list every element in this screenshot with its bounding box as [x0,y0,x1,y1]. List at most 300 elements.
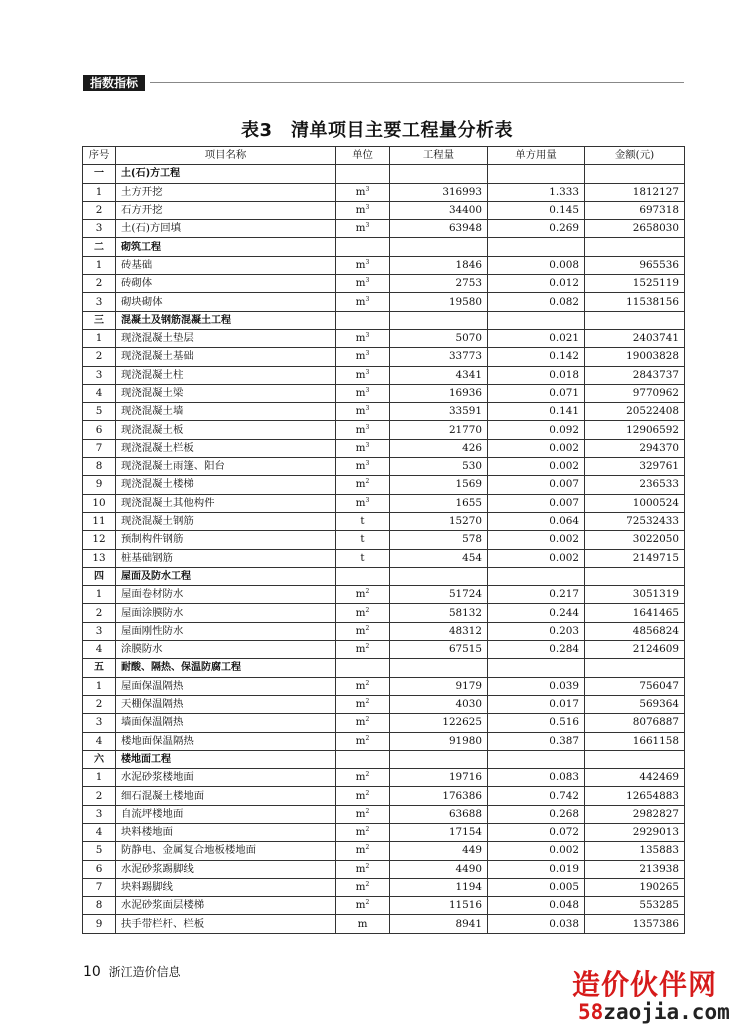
cell-quantity: 48312 [390,622,488,640]
cell-per-unit [488,238,585,256]
cell-per-unit: 0.092 [488,421,585,439]
cell-quantity: 454 [390,549,488,567]
cell-amount: 213938 [585,860,685,878]
table-row [83,531,685,549]
cell-amount [585,567,685,585]
cell-name: 天棚保温隔热 [116,695,336,713]
cell-no: 3 [83,366,116,384]
cell-no: 12 [83,531,116,549]
table-row [83,439,685,457]
cell-quantity: 33591 [390,403,488,421]
unit-base: m [355,478,366,491]
unit-base: m [355,387,366,399]
cell-per-unit [488,567,585,585]
table-row [83,897,685,915]
cell-quantity: 67515 [390,641,488,659]
unit-base: m [355,606,366,619]
unit-base: m [355,899,366,912]
cell-per-unit [488,165,585,183]
cell-unit [336,220,390,238]
cell-amount: 2124609 [585,641,685,659]
table-row [83,275,685,293]
cell-amount: 1812127 [585,183,685,201]
cell-unit [336,567,390,585]
cell-no: 五 [83,659,116,677]
cell-per-unit: 0.064 [488,512,585,530]
cell-name: 屋面刚性防水 [116,622,336,640]
cell-per-unit: 0.002 [488,458,585,476]
table-row [83,787,685,805]
cell-amount [585,238,685,256]
cell-amount: 2149715 [585,549,685,567]
cell-amount: 697318 [585,201,685,219]
cell-name: 墙面保温隔热 [116,714,336,732]
cell-name: 土(石)方回填 [116,220,336,238]
cell-unit [336,384,390,402]
cell-quantity: 16936 [390,384,488,402]
unit-base: m [355,332,366,345]
unit-base: m [355,204,366,217]
cell-amount: 965536 [585,256,685,274]
cell-quantity [390,750,488,768]
cell-no: 1 [83,183,116,201]
cell-amount: 294370 [585,439,685,457]
table-row [83,512,685,530]
watermark-logo-text: 造价伙伴网 [572,968,718,1001]
cell-quantity: 15270 [390,512,488,530]
cell-per-unit: 0.516 [488,714,585,732]
unit-base: m [355,862,366,875]
cell-amount: 236533 [585,476,685,494]
cell-no: 三 [83,311,116,329]
unit-base: m [355,698,366,711]
cell-amount: 8076887 [585,714,685,732]
cell-name: 现浇混凝土楼梯 [116,476,336,494]
unit-base: m [355,716,366,729]
cell-no: 8 [83,458,116,476]
cell-name: 现浇混凝土雨篷、阳台 [116,458,336,476]
cell-unit [336,366,390,384]
cell-no: 六 [83,750,116,768]
unit-base: m [355,185,366,198]
header-cell-unit: 单位 [336,147,390,165]
table-row [83,220,685,238]
unit-exponent: 2 [365,478,370,486]
cell-unit [336,695,390,713]
unit-exponent: 2 [365,789,370,797]
unit-base: m [355,460,366,473]
table-row [83,494,685,512]
cell-quantity [390,311,488,329]
cell-name: 楼地面保温隔热 [116,732,336,750]
unit-base: m [355,405,366,418]
cell-no: 4 [83,641,116,659]
cell-no: 1 [83,677,116,695]
unit-exponent: 2 [365,771,370,779]
unit-exponent: 2 [365,588,370,596]
table-row [83,293,685,311]
cell-name: 现浇混凝土板 [116,421,336,439]
cell-amount: 2403741 [585,329,685,347]
cell-unit [336,641,390,659]
unit-exponent: 2 [365,862,370,870]
cell-quantity: 316993 [390,183,488,201]
cell-quantity: 1194 [390,878,488,896]
unit-base: m [355,734,366,747]
table-row [83,348,685,366]
cell-unit [336,439,390,457]
cell-unit [336,714,390,732]
unit-base: m [355,222,366,235]
cell-per-unit: 0.284 [488,641,585,659]
cell-no: 3 [83,622,116,640]
cell-no: 二 [83,238,116,256]
cell-name: 水泥砂浆踢脚线 [116,860,336,878]
cell-name: 现浇混凝土梁 [116,384,336,402]
cell-no: 4 [83,823,116,841]
unit-base: t [360,551,365,564]
table-row [83,458,685,476]
watermark-url-prefix: 58 [578,1000,604,1024]
table-row [83,769,685,787]
cell-name: 现浇混凝土栏板 [116,439,336,457]
cell-name: 土方开挖 [116,183,336,201]
cell-no: 一 [83,165,116,183]
section-row [83,750,685,768]
cell-name: 土(石)方工程 [116,165,336,183]
unit-base: m [357,917,368,930]
cell-quantity: 33773 [390,348,488,366]
cell-name: 耐酸、隔热、保温防腐工程 [116,659,336,677]
cell-per-unit [488,659,585,677]
page-number: 10 [83,964,101,980]
cell-amount: 19003828 [585,348,685,366]
cell-name: 现浇混凝土墙 [116,403,336,421]
unit-exponent: 3 [365,277,370,285]
cell-unit [336,787,390,805]
cell-amount: 12654883 [585,787,685,805]
table-row [83,604,685,622]
cell-quantity: 530 [390,458,488,476]
cell-no: 11 [83,512,116,530]
cell-no: 6 [83,860,116,878]
cell-name: 防静电、金属复合地板楼地面 [116,842,336,860]
cell-name: 砖砌体 [116,275,336,293]
unit-exponent: 2 [365,643,370,651]
cell-no: 7 [83,878,116,896]
table-row [83,842,685,860]
unit-exponent: 3 [365,405,370,413]
table-row [83,860,685,878]
cell-amount: 1525119 [585,275,685,293]
cell-unit [336,677,390,695]
unit-exponent: 3 [365,423,370,431]
journal-name: 浙江造价信息 [108,965,181,979]
table-row [83,549,685,567]
cell-no: 2 [83,787,116,805]
table-row [83,878,685,896]
cell-unit [336,805,390,823]
cell-name: 块料楼地面 [116,823,336,841]
unit-exponent: 2 [365,826,370,834]
cell-no: 3 [83,220,116,238]
unit-base: m [355,441,366,454]
unit-exponent: 2 [365,899,370,907]
cell-quantity: 4030 [390,695,488,713]
cell-no: 7 [83,439,116,457]
cell-per-unit: 0.141 [488,403,585,421]
cell-no: 2 [83,348,116,366]
cell-quantity: 5070 [390,329,488,347]
cell-per-unit: 0.018 [488,366,585,384]
unit-base: m [355,643,366,656]
cell-name: 屋面保温隔热 [116,677,336,695]
cell-unit [336,458,390,476]
cell-amount: 11538156 [585,293,685,311]
cell-quantity: 1655 [390,494,488,512]
cell-no: 2 [83,604,116,622]
cell-no: 2 [83,201,116,219]
unit-exponent: 2 [365,716,370,724]
table-row [83,586,685,604]
cell-amount: 2929013 [585,823,685,841]
header-cell-name: 项目名称 [116,147,336,165]
cell-per-unit: 0.071 [488,384,585,402]
cell-no: 1 [83,586,116,604]
cell-per-unit: 0.083 [488,769,585,787]
unit-base: m [355,423,366,436]
cell-unit [336,860,390,878]
cell-name: 现浇混凝土钢筋 [116,512,336,530]
table-row [83,384,685,402]
cell-amount: 3022050 [585,531,685,549]
cell-quantity: 11516 [390,897,488,915]
cell-no: 8 [83,897,116,915]
table-row [83,201,685,219]
cell-no: 9 [83,476,116,494]
cell-amount: 1000524 [585,494,685,512]
cell-no: 1 [83,769,116,787]
cell-quantity: 578 [390,531,488,549]
unit-exponent: 3 [365,496,370,504]
cell-amount: 569364 [585,695,685,713]
section-row [83,659,685,677]
cell-quantity [390,659,488,677]
cell-no: 9 [83,915,116,933]
cell-quantity: 426 [390,439,488,457]
cell-unit [336,842,390,860]
cell-per-unit: 0.039 [488,677,585,695]
cell-per-unit: 0.002 [488,439,585,457]
cell-no: 6 [83,421,116,439]
unit-base: m [355,679,366,692]
cell-amount: 1357386 [585,915,685,933]
cell-quantity: 51724 [390,586,488,604]
cell-unit [336,476,390,494]
cell-per-unit: 0.244 [488,604,585,622]
cell-name: 水泥砂浆面层楼梯 [116,897,336,915]
table-row [83,677,685,695]
cell-unit [336,201,390,219]
cell-name: 屋面及防水工程 [116,567,336,585]
cell-unit [336,622,390,640]
cell-quantity: 2753 [390,275,488,293]
quantity-analysis-table [82,146,685,934]
table-row [83,622,685,640]
unit-base: m [355,624,366,637]
cell-unit [336,348,390,366]
header-cell-no: 序号 [83,147,116,165]
cell-amount: 4856824 [585,622,685,640]
cell-per-unit: 0.012 [488,275,585,293]
cell-name: 扶手带栏杆、栏板 [116,915,336,933]
unit-exponent: 3 [365,441,370,449]
cell-amount: 442469 [585,769,685,787]
cell-name: 屋面卷材防水 [116,586,336,604]
cell-unit [336,531,390,549]
cell-no: 10 [83,494,116,512]
unit-base: m [355,350,366,363]
cell-per-unit: 1.333 [488,183,585,201]
cell-per-unit: 0.269 [488,220,585,238]
cell-name: 自流坪楼地面 [116,805,336,823]
unit-base: m [355,588,366,601]
cell-quantity: 4341 [390,366,488,384]
cell-per-unit: 0.005 [488,878,585,896]
cell-quantity: 17154 [390,823,488,841]
unit-exponent: 3 [365,295,370,303]
table-row [83,366,685,384]
unit-exponent: 3 [365,350,370,358]
unit-exponent: 3 [365,204,370,212]
cell-per-unit: 0.145 [488,201,585,219]
unit-exponent: 3 [365,368,370,376]
table-row [83,732,685,750]
table-row [83,476,685,494]
cell-unit [336,403,390,421]
cell-name: 砖基础 [116,256,336,274]
cell-name: 水泥砂浆楼地面 [116,769,336,787]
cell-quantity: 21770 [390,421,488,439]
cell-name: 楼地面工程 [116,750,336,768]
unit-base: m [355,881,366,894]
cell-per-unit: 0.007 [488,476,585,494]
cell-no: 3 [83,293,116,311]
cell-per-unit: 0.048 [488,897,585,915]
cell-quantity: 1846 [390,256,488,274]
unit-exponent: 3 [365,460,370,468]
unit-base: m [355,277,366,290]
section-tag: 指数指标 [83,75,145,91]
cell-unit [336,329,390,347]
cell-quantity: 9179 [390,677,488,695]
table-row [83,915,685,933]
cell-amount [585,659,685,677]
cell-amount: 12906592 [585,421,685,439]
cell-unit [336,494,390,512]
table-row [83,256,685,274]
section-row [83,567,685,585]
unit-exponent: 3 [365,387,370,394]
cell-unit [336,165,390,183]
cell-unit [336,238,390,256]
header-cell-amount: 金额(元) [585,147,685,165]
cell-per-unit: 0.268 [488,805,585,823]
cell-unit [336,421,390,439]
cell-per-unit: 0.072 [488,823,585,841]
cell-per-unit: 0.142 [488,348,585,366]
unit-base: m [355,258,366,271]
cell-name: 现浇混凝土垫层 [116,329,336,347]
cell-per-unit: 0.217 [488,586,585,604]
cell-name: 砌筑工程 [116,238,336,256]
watermark-url [578,1000,730,1024]
cell-unit [336,915,390,933]
cell-unit [336,275,390,293]
cell-quantity: 63948 [390,220,488,238]
cell-quantity: 4490 [390,860,488,878]
unit-exponent: 3 [365,185,370,193]
cell-unit [336,769,390,787]
cell-amount: 2843737 [585,366,685,384]
table-header-row [83,147,685,165]
cell-amount: 329761 [585,458,685,476]
cell-per-unit: 0.017 [488,695,585,713]
cell-quantity: 58132 [390,604,488,622]
section-row [83,165,685,183]
table-row [83,183,685,201]
cell-unit [336,897,390,915]
table-row [83,805,685,823]
cell-per-unit: 0.742 [488,787,585,805]
cell-amount: 1641465 [585,604,685,622]
cell-per-unit [488,311,585,329]
cell-unit [336,586,390,604]
header-cell-quantity: 工程量 [390,147,488,165]
cell-amount: 72532433 [585,512,685,530]
cell-no: 4 [83,732,116,750]
cell-per-unit: 0.082 [488,293,585,311]
cell-amount: 9770962 [585,384,685,402]
cell-quantity: 1569 [390,476,488,494]
cell-no: 4 [83,384,116,402]
table-row [83,403,685,421]
cell-quantity: 449 [390,842,488,860]
cell-amount: 756047 [585,677,685,695]
cell-name: 混凝土及钢筋混凝土工程 [116,311,336,329]
unit-base: t [360,515,365,528]
cell-no: 5 [83,842,116,860]
cell-quantity: 122625 [390,714,488,732]
table-row [83,823,685,841]
unit-exponent: 2 [365,881,370,889]
cell-quantity: 19716 [390,769,488,787]
cell-unit [336,256,390,274]
unit-exponent: 2 [365,734,370,742]
unit-base: m [355,295,366,308]
cell-quantity: 8941 [390,915,488,933]
cell-name: 现浇混凝土其他构件 [116,494,336,512]
unit-base: m [355,789,366,802]
cell-unit [336,549,390,567]
cell-per-unit: 0.007 [488,494,585,512]
unit-base: m [355,826,366,839]
cell-name: 砌块砌体 [116,293,336,311]
cell-quantity: 63688 [390,805,488,823]
cell-quantity: 34400 [390,201,488,219]
cell-unit [336,732,390,750]
cell-name: 细石混凝土楼地面 [116,787,336,805]
